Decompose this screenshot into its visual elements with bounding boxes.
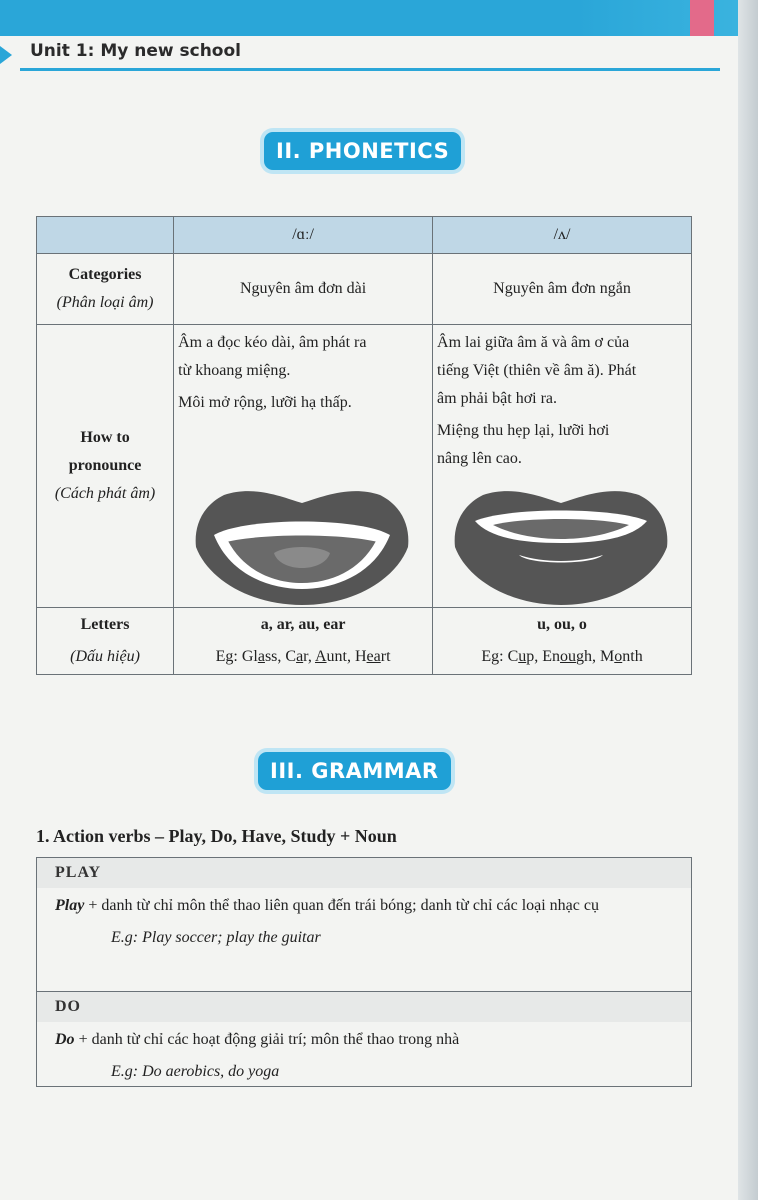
unit-title: Unit 1: My new school [30,41,241,61]
example-text: gh, M [576,648,615,665]
row-label-vi: (Dấu hiệu) [70,648,140,665]
table-row-pronounce [37,325,692,608]
underlined-letters: a [296,648,304,665]
row-label-vi: (Phân loại âm) [56,294,154,311]
grammar-item-title: 1. Action verbs – Play, Do, Have, Study + Noun [36,826,397,846]
underlined-letters: ou [560,648,577,665]
row-label: Letters [80,616,130,633]
pronounce-short-u [433,325,692,608]
phonetics-section-title: II. PHONETICS [264,132,461,170]
row-label-line2: pronounce [68,457,142,474]
example-text: unt, H [326,648,367,665]
box-heading: PLAY [37,858,691,888]
table-header-row [37,217,692,254]
example-parts [242,648,391,665]
rule-keyword: Do [55,1031,75,1048]
box-example: E.g: Play soccer; play the guitar [111,929,321,946]
example-text: rt [380,648,391,665]
example-text: ss, C [264,648,297,665]
letters-list: a, ar, au, ear [260,616,346,633]
column-header-long-a: /ɑː/ [174,217,433,254]
categories-long-a: Nguyên âm đơn dài [174,254,433,325]
box-rule [37,888,691,924]
row-label-vi: (Cách phát âm) [54,485,156,502]
top-pink-tab [690,0,714,40]
open-mouth-icon [174,489,432,607]
rule-keyword: Play [55,897,85,914]
grammar-section-title: III. GRAMMAR [258,752,451,790]
row-label: Categories [68,266,142,283]
letters-long-a [174,608,433,675]
row-label-letters [37,608,174,675]
pronounce-line: Âm a đọc kéo dài, âm phát ra [178,334,367,351]
page-edge [738,0,758,1200]
row-label: How to [80,429,130,446]
row-label-pronounce [37,325,174,608]
row-label-categories [37,254,174,325]
table-row-letters [37,608,692,675]
example-words [433,641,691,673]
example-text: Gl [241,648,258,665]
box-rule [37,1022,691,1058]
grammar-box-do [36,991,692,1087]
example-text: p, En [526,648,561,665]
table-row-categories [37,254,692,325]
pronounce-line: Âm lai giữa âm ă và âm ơ của [437,334,630,351]
example-text: C [507,648,519,665]
letters-list: u, ou, o [537,616,587,633]
underlined-letters: o [614,648,623,665]
phonetics-table [36,216,692,675]
example-words [174,641,432,673]
pronounce-long-a [174,325,433,608]
example-text: r, [303,648,315,665]
pronounce-line: nâng lên cao. [437,450,522,467]
pronounce-line: từ khoang miệng. [178,362,291,379]
example-parts [508,648,643,665]
example-text: nth [622,648,643,665]
example-prefix: Eg: [215,648,242,665]
grammar-box-play [36,857,692,993]
pronounce-line: tiếng Việt (thiên về âm ă). Phát [437,362,637,379]
pronounce-line: Môi mở rộng, lưỡi hạ thấp. [178,394,352,411]
underlined-letters: A [314,648,327,665]
header-empty-cell [37,217,174,254]
header-divider [20,68,720,71]
box-example: E.g: Do aerobics, do yoga [111,1063,280,1080]
column-header-short-u: /ʌ/ [433,217,692,254]
underlined-letters: u [518,648,527,665]
pronounce-line: âm phải bật hơi ra. [437,390,558,407]
box-heading: DO [37,992,691,1022]
underlined-letters: ea [366,648,381,665]
letters-short-u [433,608,692,675]
pronounce-line: Miệng thu hẹp lại, lưỡi hơi [437,422,610,439]
half-open-mouth-icon [433,489,691,607]
rule-text: + danh từ chỉ môn thể thao liên quan đến trái bóng; danh từ chỉ các loại nhạc cụ [84,897,599,914]
triangle-arrow-icon [0,46,12,64]
example-prefix: Eg: [481,648,508,665]
rule-text: + danh từ chỉ các hoạt động giải trí; môn thể thao trong nhà [74,1031,460,1048]
categories-short-u: Nguyên âm đơn ngắn [433,254,692,325]
underlined-letters: a [257,648,265,665]
